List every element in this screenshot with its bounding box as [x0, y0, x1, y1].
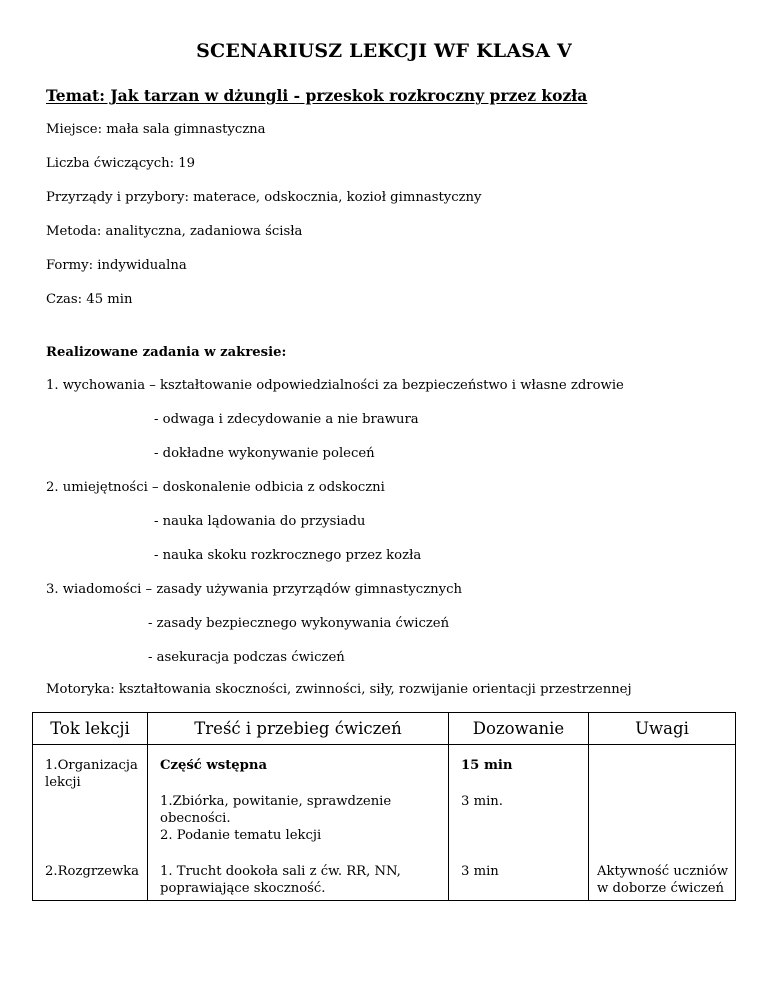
- task-knowledge-a: - zasady bezpiecznego wykonywania ćwiczeń: [148, 616, 450, 631]
- cell-tresc: 1. Trucht dookoła sali z ćw. RR, NN, poprawiające skoczność.: [148, 844, 449, 901]
- table-row: [33, 745, 736, 794]
- task-skills-b: - nauka skoku rozkrocznego przez kozła: [154, 548, 422, 563]
- task-upbringing-b: - dokładne wykonywanie poleceń: [154, 446, 375, 461]
- cell-tresc-line: 2. Podanie tematu lekcji: [160, 828, 322, 843]
- table-row: [33, 844, 736, 901]
- header-tok: Tok lekcji: [33, 713, 148, 745]
- cell-tok: [33, 793, 148, 844]
- motor-skills: Motoryka: kształtowania skoczności, zwinności, siły, rozwijanie orientacji przestrzennej: [46, 682, 632, 697]
- cell-tresc: [148, 793, 449, 844]
- table-header-row: [33, 713, 736, 745]
- info-forms: Formy: indywidualna: [46, 258, 187, 273]
- table-row: [33, 793, 736, 844]
- task-upbringing: 1. wychowania – kształtowanie odpowiedzialności za bezpieczeństwo i własne zdrowie: [46, 378, 624, 393]
- cell-tok: 2.Rozgrzewka: [33, 844, 148, 901]
- header-tresc: Treść i przebieg ćwiczeń: [148, 713, 449, 745]
- cell-dozowanie: 15 min: [449, 745, 589, 794]
- cell-tresc-line: 1.Zbiórka, powitanie, sprawdzenie obecności.: [160, 794, 392, 826]
- task-upbringing-a: - odwaga i zdecydowanie a nie brawura: [154, 412, 419, 427]
- lesson-table: [32, 712, 736, 901]
- info-participants: Liczba ćwiczących: 19: [46, 156, 196, 171]
- header-dozowanie: Dozowanie: [449, 713, 589, 745]
- cell-uwagi: [589, 745, 736, 794]
- task-knowledge-b: - asekuracja podczas ćwiczeń: [148, 650, 345, 665]
- lesson-topic: Temat: Jak tarzan w dżungli - przeskok rozkroczny przez kozła: [46, 86, 588, 105]
- task-skills: 2. umiejętności – doskonalenie odbicia z odskoczni: [46, 480, 385, 495]
- cell-uwagi: Aktywność uczniów w doborze ćwiczeń: [589, 844, 736, 901]
- cell-dozowanie: 3 min.: [449, 793, 589, 844]
- tasks-heading: Realizowane zadania w zakresie:: [46, 345, 287, 360]
- cell-dozowanie: 3 min: [449, 844, 589, 901]
- info-place: Miejsce: mała sala gimnastyczna: [46, 122, 266, 137]
- cell-uwagi: [589, 793, 736, 844]
- info-equipment: Przyrządy i przybory: materace, odskocznia, kozioł gimnastyczny: [46, 190, 482, 205]
- document-title: SCENARIUSZ LEKCJI WF KLASA V: [196, 40, 572, 62]
- cell-tresc: Część wstępna: [148, 745, 449, 794]
- task-skills-a: - nauka lądowania do przysiadu: [154, 514, 366, 529]
- header-uwagi: Uwagi: [589, 713, 736, 745]
- task-knowledge: 3. wiadomości – zasady używania przyrządów gimnastycznych: [46, 582, 462, 597]
- info-method: Metoda: analityczna, zadaniowa ścisła: [46, 224, 303, 239]
- cell-tok: 1.Organizacja lekcji: [33, 745, 148, 794]
- info-time: Czas: 45 min: [46, 292, 133, 307]
